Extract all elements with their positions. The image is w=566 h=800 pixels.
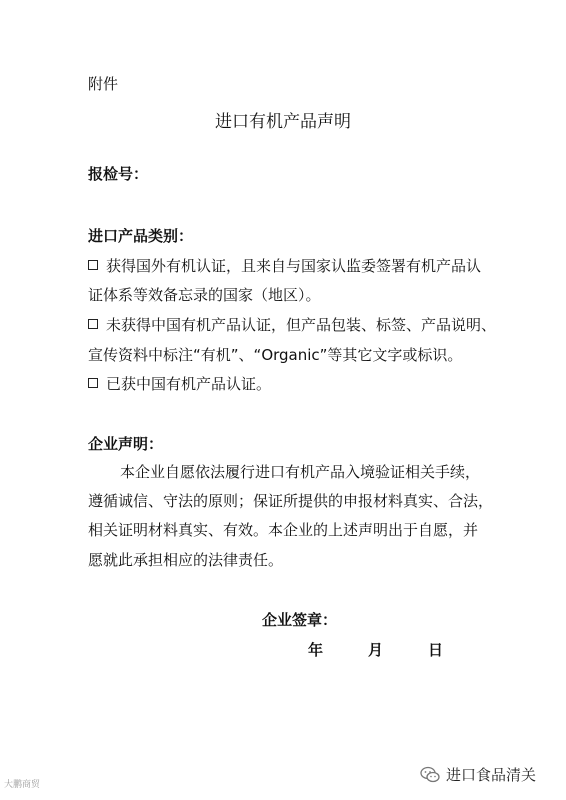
watermark-left: [4, 777, 40, 790]
checkbox-icon: [88, 260, 98, 270]
option-1-line-1: [88, 256, 481, 276]
declaration-line-2: 遵循诚信、守法的原则；保证所提供的申报材料真实、合法，: [88, 492, 494, 510]
option-2-text-1: 未获得中国有机产品认证，但产品包装、标签、产品说明、: [106, 316, 497, 334]
declaration-line-4: 愿就此承担相应的法律责任。: [88, 551, 284, 569]
wechat-icon: [420, 766, 440, 788]
declaration-line-1: 本企业自愿依法履行进口有机产品入境验证相关手续，: [120, 463, 481, 481]
inspection-number-label: 报检号：: [88, 165, 149, 183]
option-3-text-1: 已获中国有机产品认证。: [106, 375, 272, 393]
checkbox-icon: [88, 378, 98, 388]
declaration-heading: 企业声明：: [88, 435, 164, 453]
date-month-label: 月: [368, 641, 384, 659]
category-heading: 进口产品类别：: [88, 227, 194, 245]
account-watermark: [420, 764, 536, 788]
option-2-line-2: 宣传资料中标注“有机”、“Organic”等其它文字或标识。: [88, 346, 463, 364]
option-1-line-2: 证体系等效备忘录的国家（地区）。: [88, 286, 321, 304]
account-name: 进口食品清关: [446, 766, 537, 784]
watermark-text: 大鹏商贸: [4, 780, 41, 790]
declaration-line-3: 相关证明材料真实、有效。本企业的上述声明出于自愿，并: [88, 521, 479, 539]
checkbox-icon: [88, 319, 98, 329]
option-2-line-1: [88, 315, 496, 335]
date-day-label: 日: [428, 641, 444, 659]
option-3-line-1: [88, 374, 271, 394]
document-title: 进口有机产品声明: [215, 112, 351, 132]
date-year-label: 年: [308, 641, 324, 659]
signature-label: 企业签章：: [262, 611, 338, 629]
option-1-text-1: 获得国外有机认证，且来自与国家认监委签署有机产品认: [106, 257, 482, 275]
attachment-label: 附件: [88, 75, 119, 93]
